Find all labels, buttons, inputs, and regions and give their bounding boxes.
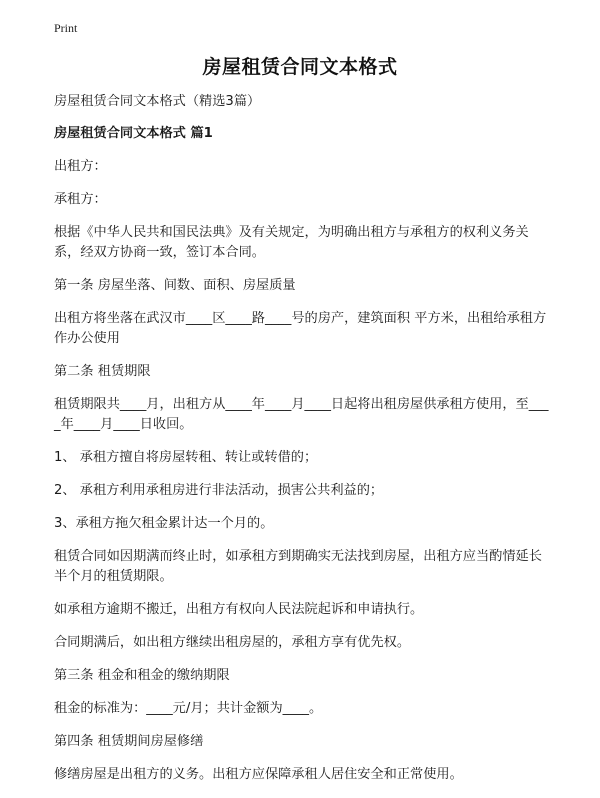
paragraph: 出租方将坐落在武汉市____区____路____号的房产，建筑面积 平方米，出租给承租方作办公使用: [54, 311, 547, 346]
document-title: 房屋租赁合同文本格式: [202, 56, 398, 78]
paragraph: 如承租方逾期不搬迁，出租方有权向人民法院起诉和申请执行。: [54, 602, 424, 617]
paragraph: 出租方：: [54, 159, 107, 174]
print-link[interactable]: Print: [54, 21, 78, 35]
paragraph: 租赁合同如因期满而终止时，如承租方到期确实无法找到房屋，出租方应当酌情延长半个月的租赁期限。: [54, 549, 542, 584]
paragraph: 房屋租赁合同文本格式（精选3篇）: [54, 94, 261, 109]
paragraph: 第二条 租赁期限: [54, 364, 151, 379]
paragraph: 第一条 房屋坐落、间数、面积、房屋质量: [54, 278, 296, 293]
paragraph: 第四条 租赁期间房屋修缮: [54, 734, 204, 749]
paragraph: 2、 承租方利用承租房进行非法活动，损害公共利益的；: [54, 483, 384, 498]
paragraph: 租金的标准为：____元/月；共计金额为____。: [54, 701, 323, 716]
paragraph: 修缮房屋是出租方的义务。出租方应保障承租人居住安全和正常使用。: [54, 767, 463, 782]
paragraph: 租赁期限共____月，出租方从____年____月____日起将出租房屋供承租方使用，至____年____月____日收回。: [54, 397, 549, 432]
paragraph: 第三条 租金和租金的缴纳期限: [54, 668, 230, 683]
paragraph: 1、 承租方擅自将房屋转租、转让或转借的；: [54, 450, 318, 465]
paragraph: 承租方：: [54, 192, 107, 207]
paragraph: 根据《中华人民共和国民法典》及有关规定，为明确出租方与承租方的权利义务关系，经双方协商一致，签订本合同。: [54, 225, 529, 260]
document-body: [54, 92, 554, 798]
paragraph: 合同期满后，如出租方继续出租房屋的，承租方享有优先权。: [54, 635, 411, 650]
paragraph: 3、承租方拖欠租金累计达一个月的。: [54, 516, 274, 531]
section-heading: 房屋租赁合同文本格式 篇1: [54, 126, 213, 141]
